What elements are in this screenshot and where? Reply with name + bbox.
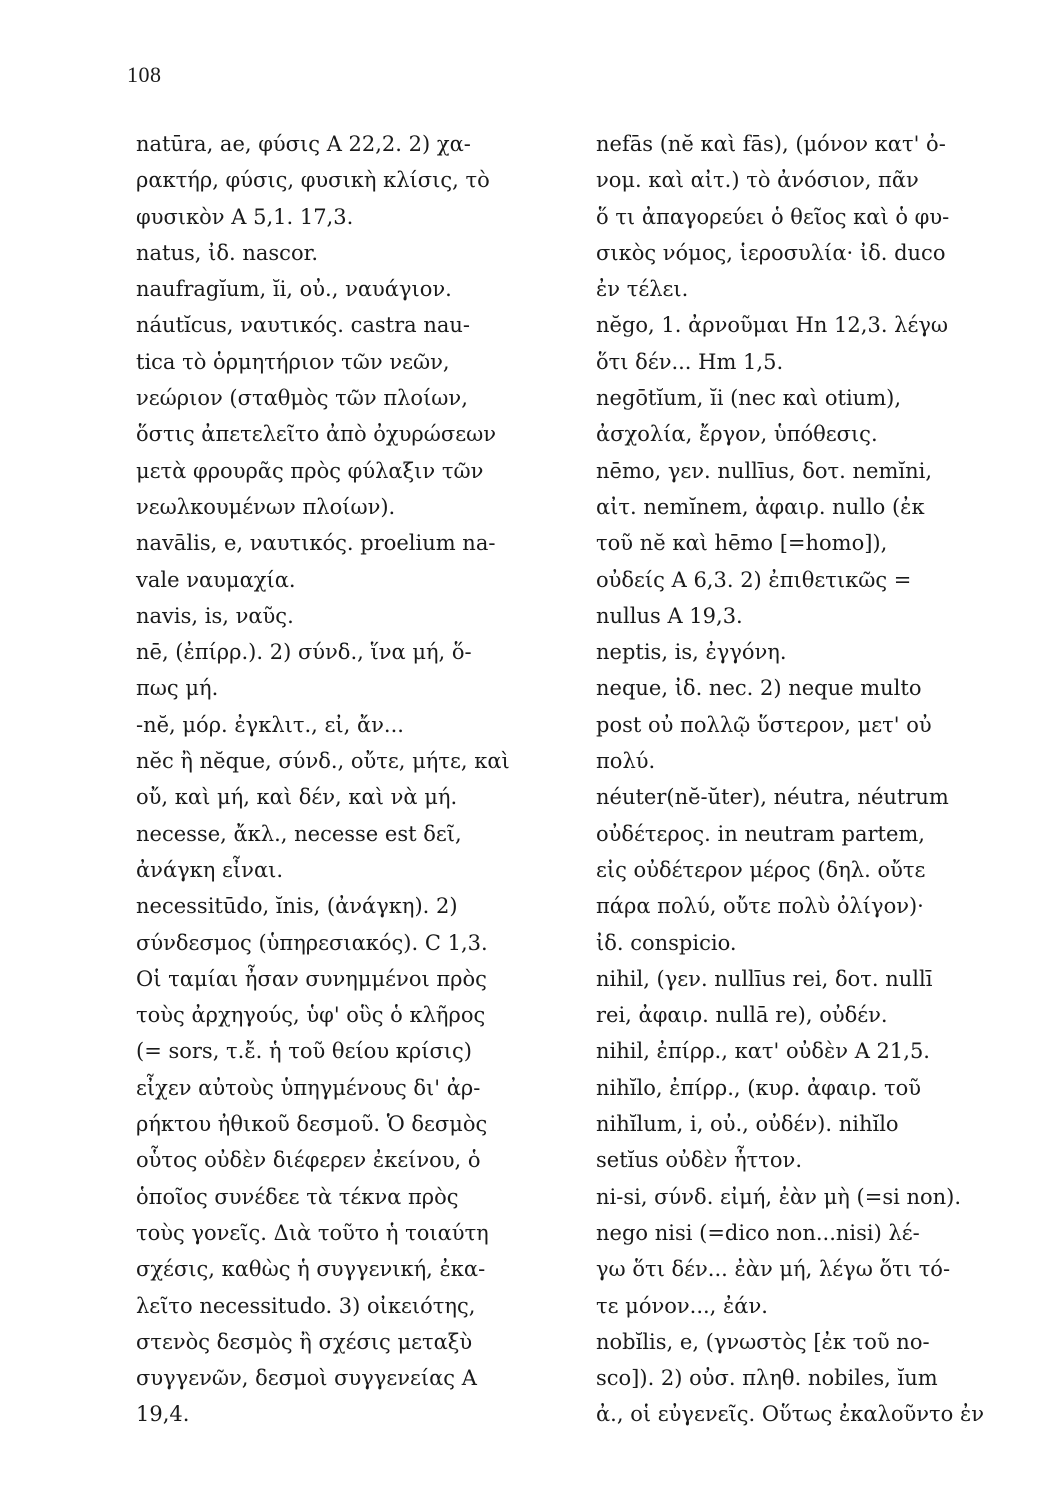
dictionary-line: necesse, ἄκλ., necesse est δεῖ, (136, 821, 462, 846)
dictionary-line: στενὸς δεσμὸς ἢ σχέσις μεταξὺ (136, 1329, 473, 1354)
dictionary-line: -nĕ, μόρ. ἐγκλιτ., εἰ, ἄν... (136, 712, 404, 737)
right-column (596, 126, 1026, 1433)
dictionary-line: rei, ἀφαιρ. nullā re), οὐδέν. (596, 1003, 888, 1028)
dictionary-line: neque, ἰδ. nec. 2) neque multo (596, 676, 922, 701)
dictionary-line: νομ. καὶ αἰτ.) τὸ ἀνόσιον, πᾶν (596, 168, 919, 193)
dictionary-line: ρακτήρ, φύσις, φυσικὴ κλίσις, τὸ (136, 168, 490, 193)
dictionary-line: συγγενῶν, δεσμοὶ συγγενείας A (136, 1366, 477, 1391)
dictionary-line: (= sors, τ.ἔ. ἡ τοῦ θείου κρίσις) (136, 1039, 472, 1064)
dictionary-line: nēmo, γεν. nullīus, δοτ. nemĭni, (596, 458, 933, 483)
dictionary-line: ὅτι δέν... Hm 1,5. (596, 349, 784, 374)
dictionary-line: τοὺς γονεῖς. Διὰ τοῦτο ἡ τοιαύτη (136, 1220, 489, 1245)
dictionary-line: nobĭlis, e, (γνωστὸς [ἐκ τοῦ no- (596, 1329, 930, 1354)
dictionary-line: negōtĭum, ĭi (nec καὶ otium), (596, 386, 901, 411)
dictionary-line: necessitūdo, ĭnis, (ἀνάγκη). 2) (136, 894, 458, 919)
dictionary-line: nego nisi (=dico non...nisi) λέ- (596, 1220, 920, 1245)
dictionary-line: post οὐ πολλῷ ὕστερον, μετ' οὐ (596, 712, 932, 737)
dictionary-line: μετὰ φρουρᾶς πρὸς φύλαξιν τῶν (136, 458, 484, 483)
dictionary-line: ἀνάγκη εἶναι. (136, 857, 284, 882)
dictionary-line: náutĭcus, ναυτικός. castra nau- (136, 313, 470, 338)
dictionary-line: navālis, e, ναυτικός. proelium na- (136, 531, 496, 556)
dictionary-line: πολύ. (596, 749, 656, 774)
dictionary-line: tica τὸ ὁρμητήριον τῶν νεῶν, (136, 349, 450, 374)
dictionary-line: τοῦ nĕ καὶ hēmo [=homo]), (596, 531, 888, 556)
dictionary-line: ἐν τέλει. (596, 277, 689, 302)
dictionary-line: φυσικὸν A 5,1. 17,3. (136, 204, 354, 229)
dictionary-line: nē, (ἐπίρρ.). 2) σύνδ., ἵνα μή, ὅ- (136, 640, 472, 665)
dictionary-line: εἰς οὐδέτερον μέρος (δηλ. οὔτε (596, 857, 926, 882)
dictionary-line: εἶχεν αὐτοὺς ὑπηγμένους δι' ἀρ- (136, 1075, 481, 1100)
dictionary-line: πως μή. (136, 676, 219, 701)
dictionary-line: nĕc ἢ nĕque, σύνδ., οὔτε, μήτε, καὶ (136, 749, 510, 774)
dictionary-line: nefās (nĕ καὶ fās), (μόνον κατ' ὀ- (596, 132, 946, 156)
dictionary-line: οὐδείς A 6,3. 2) ἐπιθετικῶς = (596, 567, 912, 592)
dictionary-line: nihil, ἐπίρρ., κατ' οὐδὲν A 21,5. (596, 1039, 930, 1064)
dictionary-line: neptis, is, ἐγγόνη. (596, 640, 787, 665)
dictionary-line: Οἱ ταμίαι ἦσαν συνημμένοι πρὸς (136, 966, 487, 991)
dictionary-line: ὅ τι ἀπαγορεύει ὁ θεῖος καὶ ὁ φυ- (596, 204, 950, 229)
dictionary-line: τε μόνον..., ἐάν. (596, 1293, 768, 1318)
dictionary-line: τοὺς ἀρχηγούς, ὑφ' οὓς ὁ κλῆρος (136, 1003, 486, 1028)
dictionary-line: nĕgo, 1. ἀρνοῦμαι Hn 12,3. λέγω (596, 313, 949, 338)
dictionary-line: nullus A 19,3. (596, 603, 743, 628)
dictionary-line: ἰδ. conspicio. (596, 930, 737, 955)
dictionary-line: 19,4. (136, 1402, 190, 1427)
dictionary-line: οὔ, καὶ μή, καὶ δέν, καὶ νὰ μή. (136, 785, 458, 810)
dictionary-line: νεώριον (σταθμὸς τῶν πλοίων, (136, 386, 468, 411)
dictionary-line: ὁποῖος συνέδεε τὰ τέκνα πρὸς (136, 1184, 459, 1209)
dictionary-line: νεωλκουμένων πλοίων). (136, 494, 396, 519)
dictionary-line: ρήκτου ἠθικοῦ δεσμοῦ. Ὁ δεσμὸς (136, 1112, 488, 1137)
dictionary-line: σικὸς νόμος, ἱεροσυλία· ἰδ. duco (596, 240, 946, 265)
page-number: 108 (127, 62, 162, 87)
dictionary-line: navis, is, ναῦς. (136, 603, 294, 628)
dictionary-line: οὐδέτερος. in neutram partem, (596, 821, 925, 846)
dictionary-line: natūra, ae, φύσις A 22,2. 2) χα- (136, 132, 471, 156)
dictionary-line: natus, ἰδ. nascor. (136, 240, 318, 265)
dictionary-line: néuter(nĕ-ŭter), néutra, néutrum (596, 785, 949, 810)
dictionary-line: nihĭlo, ἐπίρρ., (κυρ. ἀφαιρ. τοῦ (596, 1075, 922, 1100)
dictionary-line: σύνδεσμος (ὑπηρεσιακός). C 1,3. (136, 930, 488, 955)
dictionary-line: ὅστις ἀπετελεῖτο ἀπὸ ὀχυρώσεων (136, 422, 496, 447)
dictionary-line: λεῖτο necessitudo. 3) οἰκειότης, (136, 1293, 476, 1318)
dictionary-line: sco]). 2) οὐσ. πληθ. nobiles, ĭum (596, 1366, 938, 1391)
dictionary-line: ἀ., οἱ εὐγενεῖς. Οὕτως ἐκαλοῦντο ἐν (596, 1402, 985, 1427)
dictionary-line: nihil, (γεν. nullīus rei, δοτ. nullī (596, 966, 933, 991)
dictionary-line: naufragĭum, ĭi, οὐ., ναυάγιον. (136, 277, 452, 302)
dictionary-line: αἰτ. nemĭnem, ἀφαιρ. nullo (ἐκ (596, 494, 925, 519)
dictionary-line: γω ὅτι δέν... ἐὰν μή, λέγω ὅτι τό- (596, 1257, 951, 1282)
dictionary-line: οὗτος οὐδὲν διέφερεν ἐκείνου, ὁ (136, 1148, 481, 1173)
dictionary-line: nihĭlum, i, οὐ., οὐδέν). nihĭlo (596, 1112, 899, 1137)
dictionary-line: σχέσις, καθὼς ἡ συγγενική, ἐκα- (136, 1257, 486, 1282)
dictionary-line: πάρα πολύ, οὔτε πολὺ ὀλίγον)· (596, 894, 924, 919)
dictionary-line: ἀσχολία, ἔργον, ὑπόθεσις. (596, 422, 878, 447)
dictionary-line: setĭus οὐδὲν ἧττον. (596, 1148, 803, 1173)
left-column (136, 126, 576, 1433)
dictionary-line: ni-si, σύνδ. εἰμή, ἐὰν μὴ (=si non). (596, 1184, 962, 1209)
dictionary-line: vale ναυμαχία. (136, 567, 296, 592)
